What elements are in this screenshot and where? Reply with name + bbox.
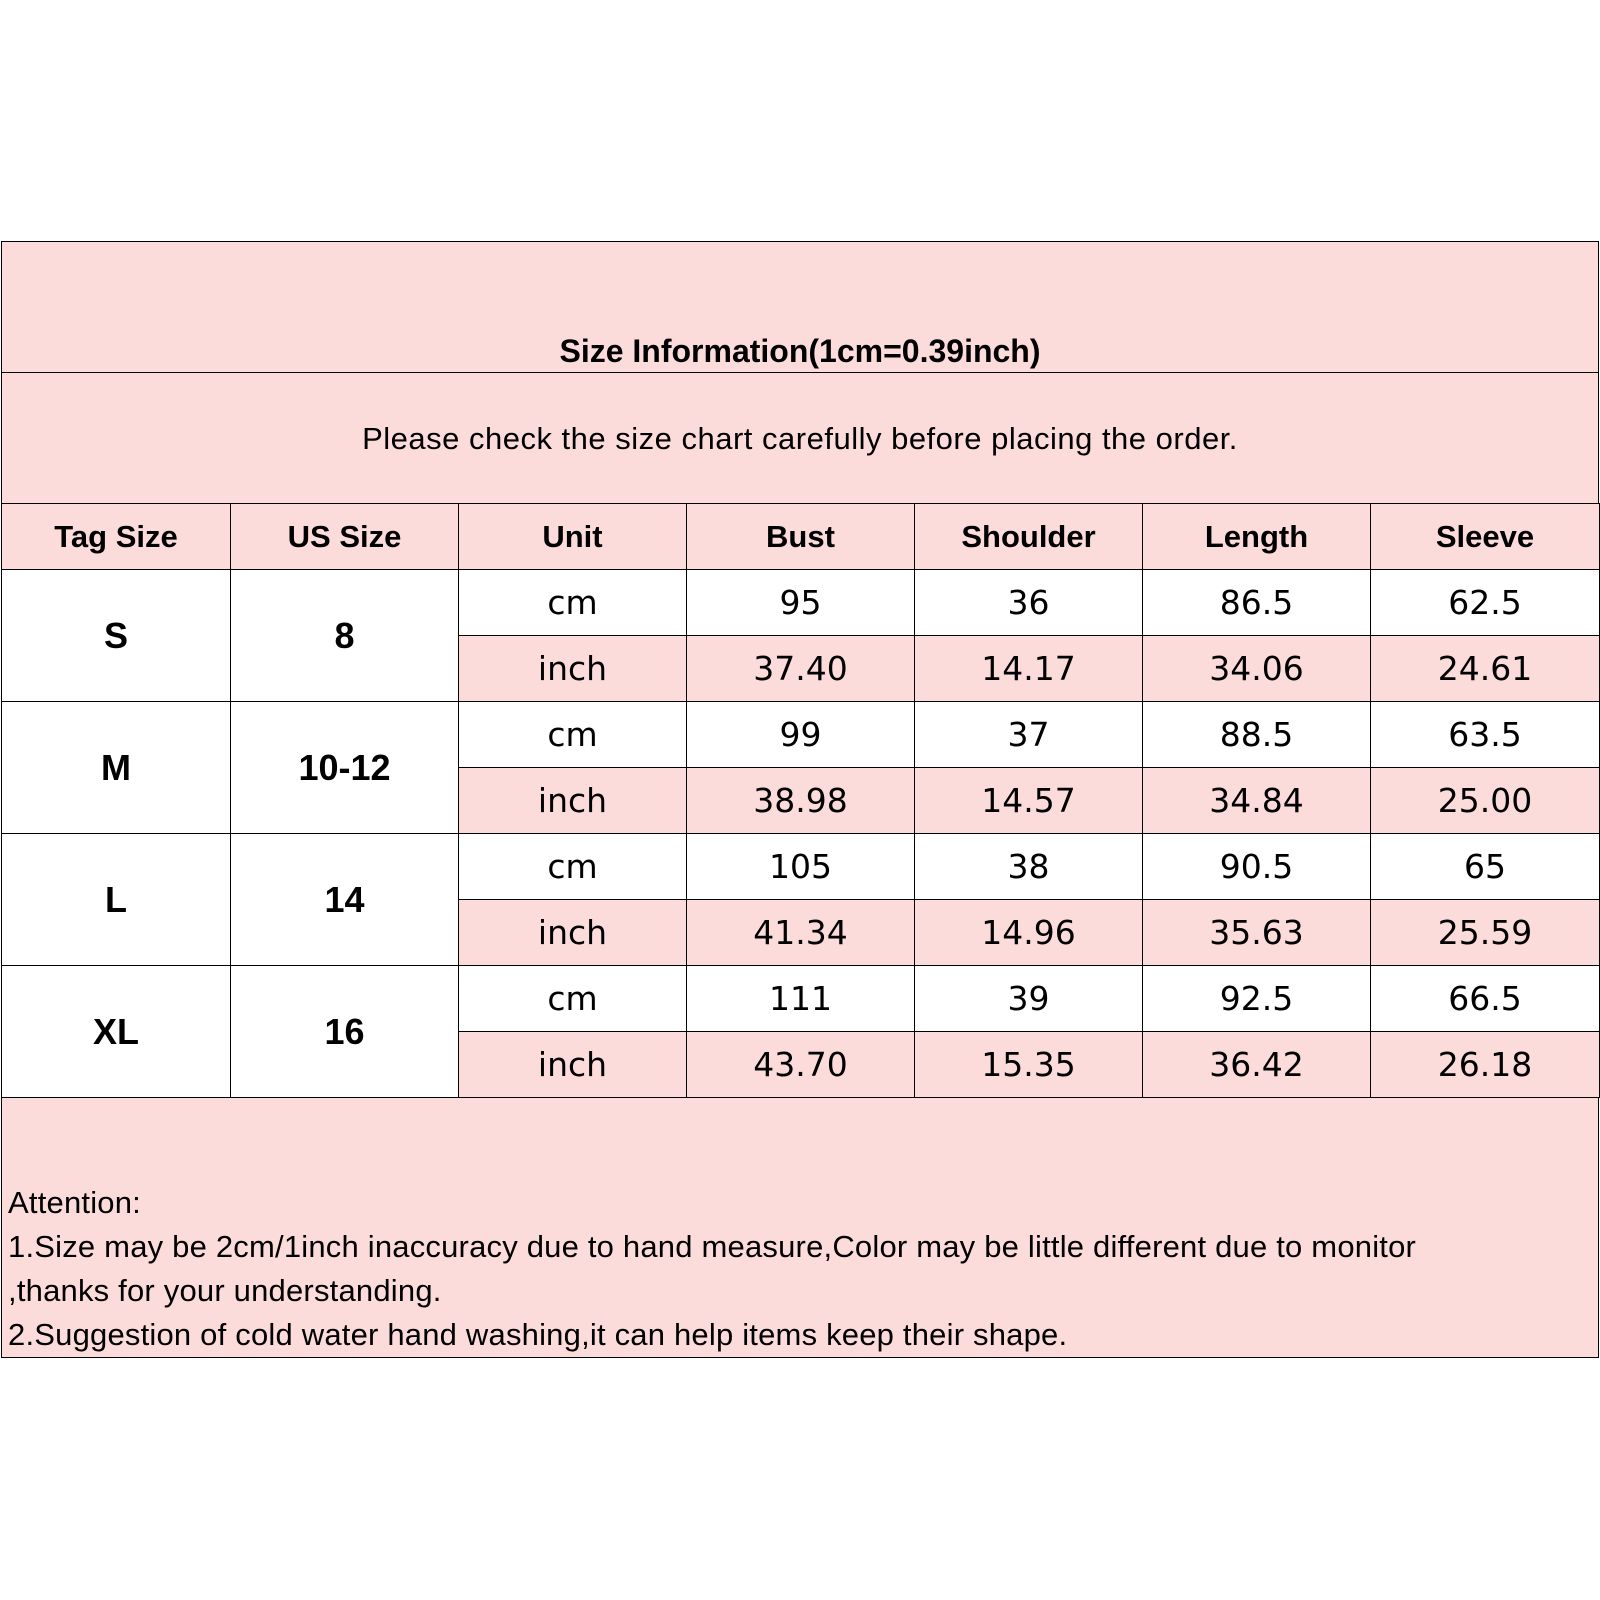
table-row [2,834,1600,900]
attention-text [8,1181,1416,1357]
tag-size-cell: M [2,702,231,834]
unit-cell: cm [459,570,687,636]
attention-heading: Attention: [8,1185,141,1220]
shoulder-cell: 37 [915,702,1143,768]
length-cell: 92.5 [1143,966,1371,1032]
header-unit: Unit [459,504,687,570]
shoulder-cell: 14.96 [915,900,1143,966]
header-bust: Bust [687,504,915,570]
attention-section [2,1099,1598,1357]
bust-cell: 37.40 [687,636,915,702]
header-tag-size: Tag Size [2,504,231,570]
title-row [2,242,1598,373]
table-row [2,966,1600,1032]
unit-cell: inch [459,636,687,702]
sleeve-cell: 62.5 [1371,570,1600,636]
header-sleeve: Sleeve [1371,504,1600,570]
us-size-cell: 16 [231,966,459,1098]
length-cell: 90.5 [1143,834,1371,900]
attention-line-1-cont: ,thanks for your understanding. [8,1273,442,1308]
tag-size-cell: S [2,570,231,702]
bust-cell: 38.98 [687,768,915,834]
size-table [1,503,1600,1098]
length-cell: 88.5 [1143,702,1371,768]
shoulder-cell: 38 [915,834,1143,900]
shoulder-cell: 39 [915,966,1143,1032]
tag-size-cell: L [2,834,231,966]
unit-cell: inch [459,768,687,834]
unit-cell: cm [459,702,687,768]
size-chart [1,241,1599,1358]
sleeve-cell: 63.5 [1371,702,1600,768]
note-row [2,373,1598,504]
us-size-cell: 14 [231,834,459,966]
sleeve-cell: 26.18 [1371,1032,1600,1098]
length-cell: 34.84 [1143,768,1371,834]
header-length: Length [1143,504,1371,570]
length-cell: 36.42 [1143,1032,1371,1098]
length-cell: 86.5 [1143,570,1371,636]
attention-line-1: 1.Size may be 2cm/1inch inaccuracy due to hand measure,Color may be little different due to monitor [8,1229,1417,1264]
check-note: Please check the size chart carefully before placing the order. [362,421,1238,456]
unit-cell: cm [459,834,687,900]
shoulder-cell: 14.17 [915,636,1143,702]
sleeve-cell: 65 [1371,834,1600,900]
sleeve-cell: 25.59 [1371,900,1600,966]
bust-cell: 105 [687,834,915,900]
length-cell: 34.06 [1143,636,1371,702]
bust-cell: 41.34 [687,900,915,966]
bust-cell: 99 [687,702,915,768]
table-row [2,702,1600,768]
size-table-body [2,504,1600,1098]
sleeve-cell: 25.00 [1371,768,1600,834]
us-size-cell: 8 [231,570,459,702]
shoulder-cell: 15.35 [915,1032,1143,1098]
table-row [2,570,1600,636]
sleeve-cell: 24.61 [1371,636,1600,702]
unit-cell: inch [459,1032,687,1098]
chart-title: Size Information(1cm=0.39inch) [559,333,1041,369]
header-shoulder: Shoulder [915,504,1143,570]
bust-cell: 95 [687,570,915,636]
unit-cell: cm [459,966,687,1032]
us-size-cell: 10-12 [231,702,459,834]
shoulder-cell: 36 [915,570,1143,636]
sleeve-cell: 66.5 [1371,966,1600,1032]
bust-cell: 111 [687,966,915,1032]
bust-cell: 43.70 [687,1032,915,1098]
shoulder-cell: 14.57 [915,768,1143,834]
unit-cell: inch [459,900,687,966]
length-cell: 35.63 [1143,900,1371,966]
header-row [2,504,1600,570]
attention-line-2: 2.Suggestion of cold water hand washing,it can help items keep their shape. [8,1317,1068,1352]
tag-size-cell: XL [2,966,231,1098]
header-us-size: US Size [231,504,459,570]
